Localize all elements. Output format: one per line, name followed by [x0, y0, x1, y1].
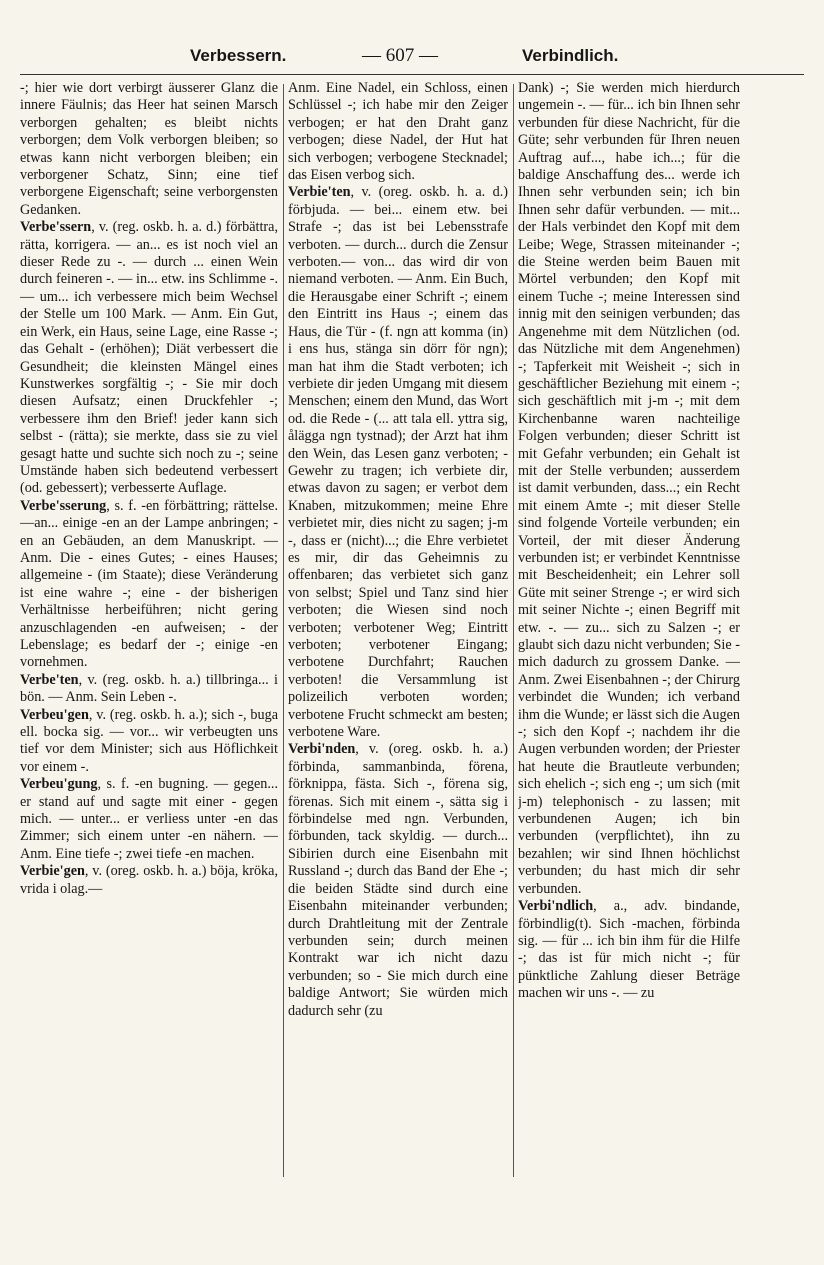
dictionary-entry: Verbe'ten, v. (reg. oskb. h. a.) tillbringa... i bön. — Anm. Sein Leben -. — [20, 671, 278, 706]
text-column-2 — [288, 80, 508, 1180]
text-column-1 — [20, 80, 278, 1180]
dictionary-entry: Verbi'ndlich, a., adv. bindande, förbindlig(t). Sich -machen, förbinda sig. — für ... ich bin ihm für die Hilfe -; das ist für mich nicht -; für pünktliche Zahlung dieser Beträge machen wir uns -. — zu — [518, 898, 740, 1002]
dictionary-entry: Anm. Eine Nadel, ein Schloss, einen Schlüssel -; ich habe mir den Zeiger verbogen; er hat den Draht ganz verbogen; diese Nadel, der Hut hat sich verbogen; verbogene Stecknadel; das Eisen verbog sich. — [288, 80, 508, 184]
column-divider — [513, 84, 514, 1177]
dictionary-entry: Verbie'gen, v. (oreg. oskb. h. a.) böja, kröka, vrida i olag.— — [20, 863, 278, 897]
page-number: — 607 — — [362, 45, 438, 66]
dictionary-entry: Dank) -; Sie werden mich hierdurch ungemein -. — für... ich bin Ihnen sehr verbunden für diese Nachricht, für die Güte; sehr verbunden für Ihren neuen Auftrag auf..., habe ich...; für die baldige Anschaffung des... werde ich Ihnen sehr verbunden sein; ich bin Ihnen sehr dafür verbunden. — mit... der Hals verbindet den Kopf mit dem Leibe; Wege, Strassen miteinander -; die Steine werden beim Bauen mit Mörtel verbunden; den Kopf mit einem Tuche -; meine Interessen sind innig mit den seinigen verbunden; das Angenehme mit dem Nützlichen (od. das Nützliche mit dem Angenehmen) -; Tapferkeit mit Weisheit -; sich in geschäftlicher Beziehung mit einem -; sich geschäftlich mit j-m -; mit dem Kirchenbanne waren nachteilige Folgen verbunden; dieser Schritt ist mit Gefahr verbunden; ein Gehalt ist mit der Stelle verbunden; ausserdem ist damit verbunden, dass...; ein Recht mit einem Amte -; mit dieser Stelle sind folgende Vorteile verbunden; ein Vorteil, der mit dieser Änderung verbunden ist; er verbindet Kenntnisse mit Bescheidenheit; ein Lehrer soll Güte mit seiner Strenge -; er wird sich mit seiner Nichte -; einen Begriff mit etw. -. — zu... sich zu Salzen -; er glaubt sich dazu nicht verbunden; Sie - mich dadurch zu grossem Danke. — Anm. Zwei Eisenbahnen -; der Chirurg verbindet die Wunden; ich verband ihm die Wunde; er lässt sich die Augen -; sich den Kopf -; nachdem ihr die Augen verbunden worden; der Priester hat heute die Brautleute verbunden; sich ehelich -; sich eng -; um sich (mit j-m) telephonisch - zu lassen; mit verbundenen Augen; ich bin verbunden (verpflichtet), ihn zu bezahlen; wir sind Ihnen höchlichst verbunden; du hast mich dir sehr verbunden. — [518, 80, 740, 897]
text-column-3 — [518, 80, 740, 1180]
dictionary-entry: Verbe'ssern, v. (reg. oskb. h. a. d.) förbättra, rätta, korrigera. — an... es ist noch viel an dieser Rede zu -. — durch ... einen Wein durch feineren -. — in... etw. ins Schlimme -. — um... ich verbessere mich beim Wechsel der Stelle um 100 Mark. — Anm. Ein Gut, ein Werk, ein Haus, seine Lage, eine Rasse -; das Gehalt - (erhöhen); Diät verbessert die Gesundheit; die kleinsten Mängel eines Kunstwerkes sorgfältig -; - Sie mir doch diesen Aufsatz; einen Druckfehler -; verbessere ihm den Brief! jeder kann sich selbst - (rätta); sie merkte, dass sie zu viel gesagt hatte und suchte sich noch zu -; seine Umstände haben sich bedeutend verbessert (od. gebessert); verbesserte Auflage. — [20, 219, 278, 497]
dictionary-entry: Verbie'ten, v. (oreg. oskb. h. a. d.) förbjuda. — bei... einem etw. bei Strafe -; das ist bei Lebensstrafe verboten. — durch... durch die Zensur verboten.— von... das wird dir von niemand verboten. — Anm. Ein Buch, die Herausgabe einer Schrift -; einem den Eintritt ins Haus -; einem das Haus, die Tür - (f. ngn att komma (in) i ens hus, stänga sin dörr för ngn); man hat ihm die Stadt verboten; ich verbiete dir jeden Umgang mit diesem Menschen; einem den Mund, das Wort od. die Rede - (... att tala ell. yttra sig, ålägga ngn tystnad); der Arzt hat ihm den Wein, das Lesen ganz verboten; - Gewehr zu tragen; ich verbiete dir, etwas davon zu sagen; er verbot dem Knaben, mitzukommen; meine Ehre verbietet mir, dies nicht zu sagen; j-m -, dass er (nicht)...; die Ehre verbietet es mir, dir das Geheimnis zu offenbaren; das verbietet sich ganz von selbst; Spiel und Tanz sind hier verboten; die Wiesen sind noch verboten; verbotener Weg; Eintritt verboten; verbotener Eingang; verbotene Durchfahrt; Rauchen verboten! die Versammlung ist polizeilich verboten worden; verbotene Frucht schmeckt am besten; verbotene Ware. — [288, 184, 508, 741]
header-rule — [20, 74, 804, 75]
dictionary-entry: Verbeu'gung, s. f. -en bugning. — gegen... er stand auf und sagte mit einer - gegen mich. — unter... er verliess unter -en das Zimmer; sich einem unter -en nähern. — Anm. Eine tiefe -; zwei tiefe -en machen. — [20, 776, 278, 862]
header-right-guide-word: Verbindlich. — [522, 46, 619, 65]
header-left-guide-word: Verbessern. — [190, 46, 287, 65]
dictionary-entry: Verbe'sserung, s. f. -en förbättring; rättelse. —an... einige -en an der Lampe anbringen; -en an Gebäuden, an dem Manuskript. — Anm. Die - eines Gutes; - eines Hauses; allgemeine - (im Staate); diese Veränderung ist eine wahre -; eine - der bisherigen Verhältnisse herbeiführen; nicht gering anzuschlagenden -en aufweisen; - der Lebenslage; es bedarf der -; einige -en vornehmen. — [20, 497, 278, 671]
dictionary-entry: Verbeu'gen, v. (reg. oskb. h. a.); sich -, buga ell. bocka sig. — vor... wir verbeugten uns tief vor dem Minister; sich aus Höflichkeit vor einem -. — [20, 706, 278, 775]
column-divider — [283, 84, 284, 1177]
dictionary-entry: -; hier wie dort verbirgt äusserer Glanz die innere Fäulnis; das Heer hat seinen Marsch verborgen gehalten; es bleibt nichts verborgen; dem Volk verborgen bleiben; so etwas kann nicht verborgen bleiben; ein verborgener Schatz, Sinn; eine tief verborgene Eigenschaft; seine verborgensten Gedanken. — [20, 80, 278, 218]
dictionary-entry: Verbi'nden, v. (oreg. oskb. h. a.) förbinda, sammanbinda, förena, förknippa, fästa. Sich -, förena sig, förenas. Sich mit einem -, sätta sig i förbindelse med ngn. Verbunden, förbunden, tack skyldig. — durch... Sibirien durch eine Eisenbahn mit Russland -; durch das Band der Ehe -; die beiden Städte sind durch eine Eisenbahn miteinander verbunden; durch Drahtleitung mit der Zentrale verbunden sein; durch meinen Kontrakt war ich nicht dazu verbunden; so - Sie mich durch eine baldige Antwort; Sie würden mich dadurch sehr (zu — [288, 741, 508, 1019]
